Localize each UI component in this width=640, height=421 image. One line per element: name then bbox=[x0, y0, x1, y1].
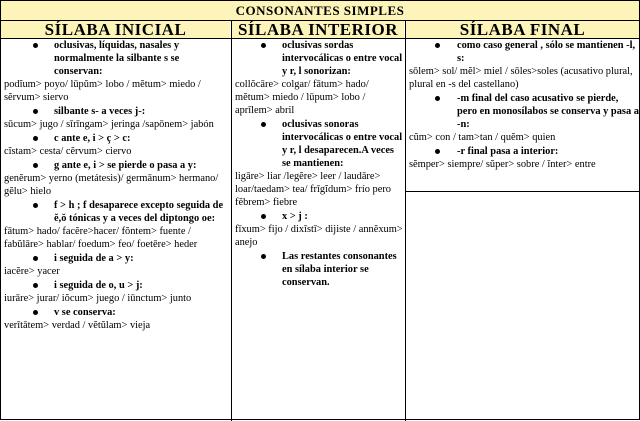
final-cell-bottom-border bbox=[405, 191, 640, 192]
rule-text: -r final pasa a interior: bbox=[409, 145, 639, 158]
table-title: CONSONANTES SIMPLES bbox=[1, 1, 639, 21]
header-interior: SÍLABA INTERIOR bbox=[232, 21, 404, 38]
rule-text: f > h ; f desaparece excepto seguida de ĕ,ŏ tónicas y a veces del diptongo oe: bbox=[4, 199, 230, 225]
rule-text: oclusivas, líquidas, nasales y normalmente la silbante s se conservan: bbox=[4, 39, 230, 78]
example-text: iacĕre> yacer bbox=[4, 266, 60, 277]
rule-text: g ante e, i > se pierde o pasa a y: bbox=[4, 159, 230, 172]
rule-text: Las restantes consonantes en sílaba interior se conservan. bbox=[235, 250, 403, 289]
example-text: verītātem> verdad / vĕtŭlam> vieja bbox=[4, 320, 151, 331]
rule-text: oclusivas sordas intervocálicas o entre vocal y r, l sonorizan: bbox=[235, 39, 403, 78]
header-initial: SÍLABA INICIAL bbox=[1, 21, 230, 38]
column-divider bbox=[231, 21, 232, 421]
example-text: fīxum> fijo / dixīstī> dijiste / annĕxum> anejo bbox=[235, 224, 403, 248]
example-text: cĭstam> cesta/ cĕrvum> ciervo bbox=[4, 146, 132, 157]
example-text: collŏcāre> colgar/ fātum> hado/ mĕtum> miedo / lūpum> lobo / aprīlem> abril bbox=[235, 79, 369, 116]
rule-text: c ante e, i > ç > c: bbox=[4, 132, 230, 145]
example-text: cŭm> con / tam>tan / quĕm> quien bbox=[409, 132, 556, 143]
example-text: iurāre> jurar/ iŏcum> juego / iūnctum> junto bbox=[4, 293, 192, 304]
rule-text: i seguida de o, u > j: bbox=[4, 279, 230, 292]
rule-text: v se conserva: bbox=[4, 306, 230, 319]
column-final bbox=[409, 39, 639, 189]
example-text: fātum> hado/ facĕre>hacer/ fŏntem> fuente / fabŭlāre> hablar/ foedum> feo/ foetēre> heder bbox=[4, 226, 198, 250]
column-interior bbox=[235, 39, 403, 421]
example-text: ligāre> liar /legĕre> leer / laudāre> loar/taedam> tea/ frīgĭdum> frío pero fĕbrem> fiebre bbox=[235, 171, 391, 208]
header-row bbox=[1, 21, 639, 39]
rule-text: silbante s- a veces j-: bbox=[4, 105, 230, 118]
example-text: sūcum> jugo / sīrīngam> jeringa /sapōnem> jabón bbox=[4, 119, 214, 130]
rule-text: -m final del caso acusativo se pierde, pero en monosílabos se conserva y pasa a -n: bbox=[409, 92, 639, 131]
column-initial bbox=[4, 39, 230, 421]
rule-text: x > j : bbox=[235, 210, 403, 223]
example-text: sōlem> sol/ mĕl> miel / sōles>soles (acusativo plural, plural en -s del castellano) bbox=[409, 66, 633, 90]
rule-text: i seguida de a > y: bbox=[4, 252, 230, 265]
header-final: SÍLABA FINAL bbox=[406, 21, 639, 38]
column-divider bbox=[405, 21, 406, 421]
rule-text: como caso general , sólo se mantienen -l, s: bbox=[409, 39, 639, 65]
rule-text: oclusivas sonoras intervocálicas o entre vocal y r, l desaparecen.A veces se mantienen: bbox=[235, 118, 403, 170]
example-text: podĭum> poyo/ lūpŭm> lobo / mĕtum> miedo / sĕrvum> siervo bbox=[4, 79, 201, 103]
example-text: sĕmper> siempre/ sŭper> sobre / ĭnter> entre bbox=[409, 159, 596, 170]
example-text: genĕrum> yerno (metátesis)/ germānum> hermano/ gĕlu> hielo bbox=[4, 173, 219, 197]
